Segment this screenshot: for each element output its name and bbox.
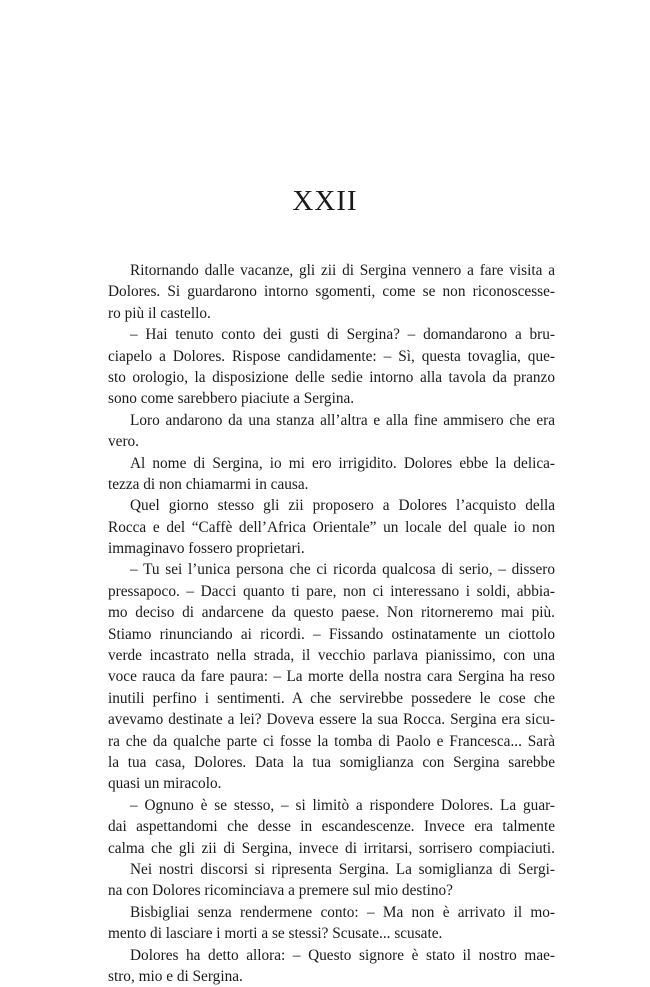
- text-line: quasi un miracolo.: [108, 775, 222, 793]
- text-line: Quel giorno stesso gli zii proposero a Dolores l’acquisto della: [130, 497, 555, 515]
- chapter-title: XXII: [292, 185, 358, 218]
- text-line: Bisbigliai senza rendermene conto: – Ma non è arrivato il mo-: [130, 903, 555, 921]
- text-line: Rocca e del “Caffè dell’Africa Orientale” un locale del quale io non: [108, 518, 555, 536]
- text-line: ciapelo a Dolores. Rispose candidamente: – Sì, questa tovaglia, que-: [108, 347, 555, 365]
- text-line: immaginavo fossero proprietari.: [108, 540, 305, 558]
- text-line: calma che gli zii di Sergina, invece di irritarsi, sorrisero compiaciuti.: [108, 839, 555, 857]
- text-line: dai aspettandomi che desse in escandescenze. Invece era talmente: [108, 818, 555, 836]
- text-line: ro più il castello.: [108, 304, 211, 322]
- text-line: Dolores ha detto allora: – Questo signore è stato il nostro mae-: [130, 946, 555, 964]
- text-line: sto orologio, la disposizione delle sedie intorno alla tavola da pranzo: [108, 368, 555, 386]
- text-line: tezza di non chiamarmi in causa.: [108, 475, 309, 493]
- text-line: la tua casa, Dolores. Data la tua somiglianza con Sergina sarebbe: [108, 753, 555, 771]
- text-line: sono come sarebbero piaciute a Sergina.: [108, 390, 355, 408]
- text-line: avevamo destinate a lei? Doveva essere la sua Rocca. Sergina era sicu-: [108, 711, 555, 729]
- text-line: voce rauca da fare paura: – La morte della nostra cara Sergina ha reso: [108, 668, 555, 686]
- text-line: ra che da qualche parte ci fosse la tomba di Paolo e Francesca... Sarà: [108, 732, 555, 750]
- text-line: verde incastrato nella strada, il vecchio parlava pianissimo, con una: [108, 647, 555, 665]
- text-line: Stiamo rinunciando ai ricordi. – Fissando ostinatamente un ciottolo: [108, 625, 555, 643]
- text-line: – Tu sei l’unica persona che ci ricorda qualcosa di serio, – dissero: [130, 561, 555, 579]
- text-line: mo deciso di andarcene da questo paese. Non ritorneremo mai più.: [108, 604, 555, 622]
- text-line: Al nome di Sergina, io mi ero irrigidito. Dolores ebbe la delica-: [130, 454, 555, 472]
- text-line: stro, mio e di Sergina.: [108, 967, 243, 985]
- text-line: inutili perfino i sentimenti. A che servirebbe possedere le cose che: [108, 689, 555, 707]
- text-line: – Hai tenuto conto dei gusti di Sergina? – domandarono a bru-: [130, 326, 555, 344]
- text-line: – Ognuno è se stesso, – si limitò a rispondere Dolores. La guar-: [130, 796, 555, 814]
- text-line: mento di lasciare i morti a se stessi? Scusate... scusate.: [108, 925, 443, 943]
- text-line: vero.: [108, 433, 140, 451]
- text-line: Nei nostri discorsi si ripresenta Sergina. La somiglianza di Sergi-: [130, 860, 555, 878]
- text-line: pressapoco. – Dacci quanto ti pare, non ci interessano i soldi, abbia-: [108, 582, 555, 600]
- chapter-body-text: [108, 260, 555, 987]
- text-line: Ritornando dalle vacanze, gli zii di Sergina vennero a fare visita a: [130, 262, 555, 279]
- text-line: Dolores. Si guardarono intorno sgomenti, come se non riconoscesse-: [108, 283, 555, 301]
- text-line: Loro andarono da una stanza all’altra e alla fine ammisero che era: [130, 411, 555, 429]
- text-line: na con Dolores ricominciava a premere sul mio destino?: [108, 882, 453, 900]
